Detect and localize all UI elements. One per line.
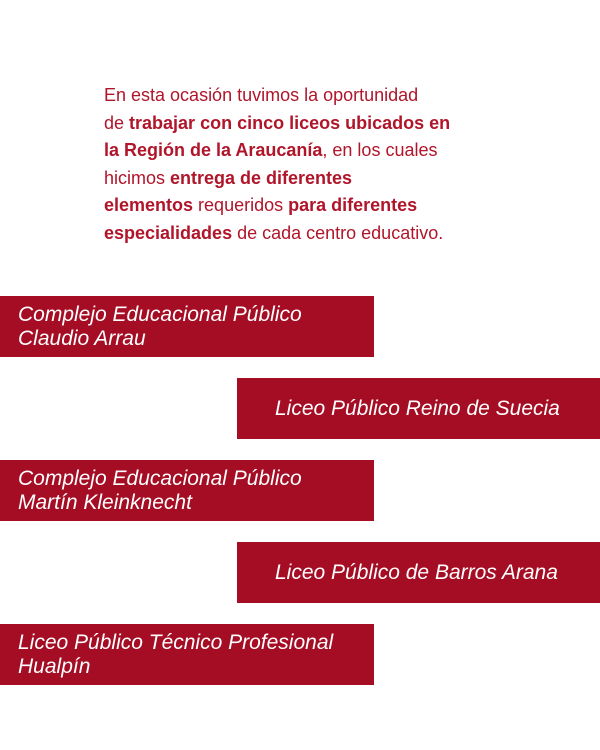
school-name-line: Complejo Educacional Público — [18, 302, 302, 326]
intro-paragraph — [104, 82, 524, 247]
intro-text: , en los cuales — [322, 140, 438, 160]
school-banner-barros-arana — [237, 542, 600, 603]
intro-text: de — [104, 112, 130, 133]
intro-text: hicimos — [104, 167, 171, 188]
school-banner-reino-de-suecia — [237, 378, 600, 439]
intro-text: de cada centro educativo. — [232, 222, 444, 243]
intro-emphasis: especialidades — [104, 222, 233, 243]
school-name-line: Liceo Público Técnico Profesional — [18, 630, 334, 654]
intro-emphasis: la Región de la Araucanía — [104, 140, 323, 160]
school-name-line: Liceo Público de Barros Arana — [275, 560, 558, 584]
intro-emphasis: para diferentes — [288, 195, 418, 215]
school-name-line: Complejo Educacional Público — [18, 466, 302, 490]
school-name-line: Claudio Arrau — [18, 326, 146, 350]
school-banner-martin-kleinknecht — [0, 460, 374, 521]
school-banner-hualpin — [0, 624, 374, 685]
intro-text: requeridos — [193, 195, 289, 215]
intro-emphasis: entrega de diferentes — [170, 167, 353, 188]
school-name-line: Martín Kleinknecht — [18, 490, 192, 514]
intro-line: En esta ocasión tuvimos la oportunidad — [104, 85, 419, 105]
intro-emphasis: trabajar con cinco liceos ubicados en — [129, 112, 451, 133]
school-name-line: Liceo Público Reino de Suecia — [275, 396, 560, 420]
school-banner-claudio-arrau — [0, 296, 374, 357]
school-name-line: Hualpín — [18, 654, 91, 678]
intro-emphasis: elementos — [104, 195, 194, 215]
